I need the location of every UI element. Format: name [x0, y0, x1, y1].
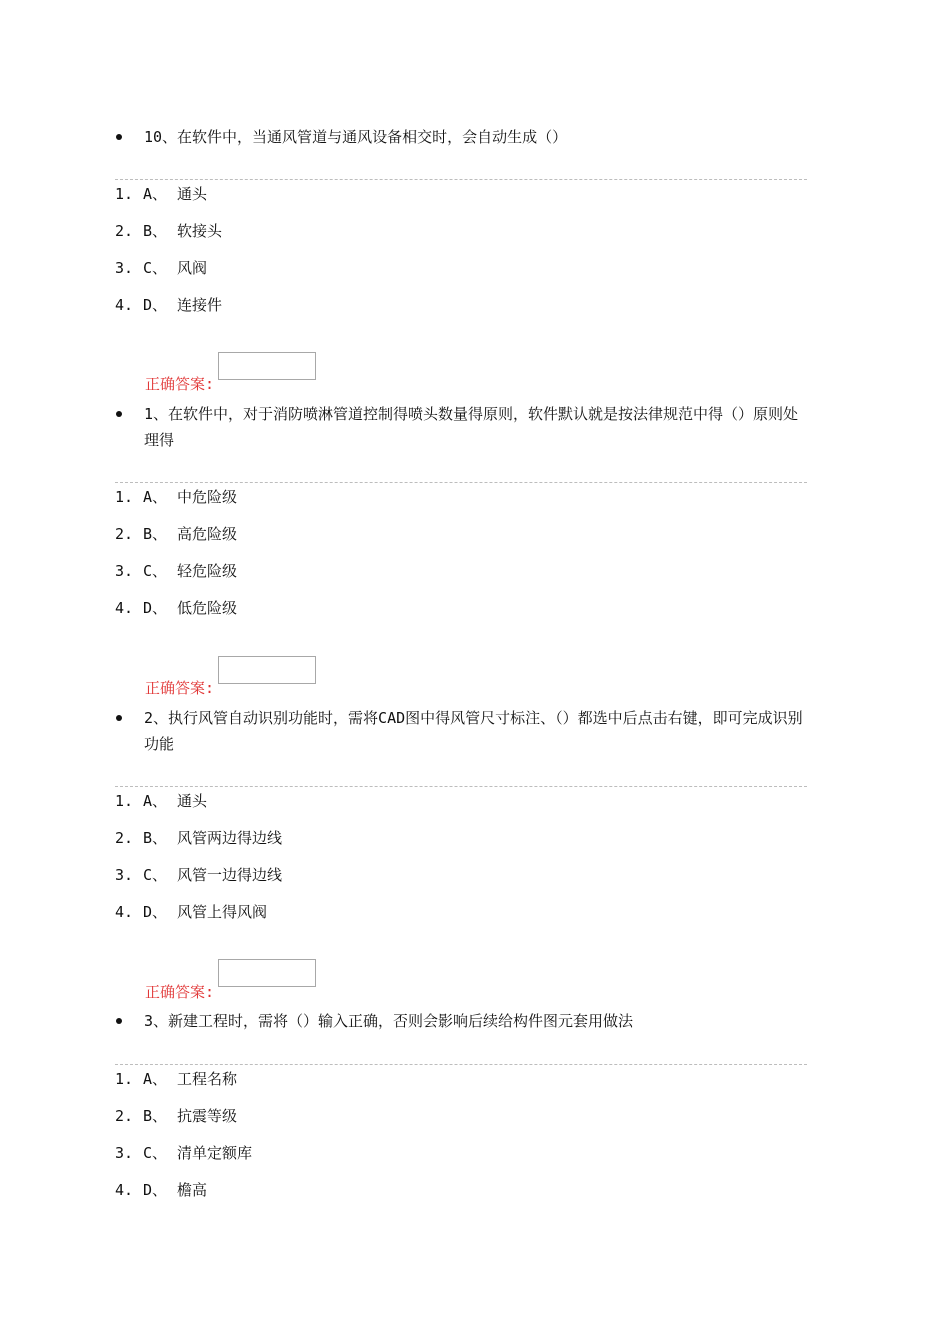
- bullet-icon: [116, 715, 122, 721]
- option-text: 风阀: [177, 259, 208, 277]
- options-list: [115, 487, 237, 635]
- question-text: [115, 1008, 810, 1034]
- option-text: 连接件: [177, 296, 223, 314]
- answer-input[interactable]: [218, 959, 316, 987]
- option-item[interactable]: 1. A、 工程名称: [115, 1070, 238, 1088]
- option-item[interactable]: 4. D、 连接件: [115, 296, 223, 314]
- divider: [115, 1064, 807, 1065]
- question-text-label: 1、在软件中，对于消防喷淋管道控制得喷头数量得原则，软件默认就是按法律规范中得（）原则处理得: [144, 405, 799, 449]
- option-text: 风管两边得边线: [177, 829, 283, 847]
- option-item[interactable]: 4. D、 风管上得风阀: [115, 903, 268, 921]
- question-block: [115, 124, 810, 393]
- bullet-icon: [116, 411, 122, 417]
- option-item[interactable]: 3. C、 清单定额库: [115, 1144, 253, 1162]
- question-text: [115, 124, 810, 150]
- correct-answer-label: 正确答案:: [145, 375, 215, 393]
- options-list: [115, 791, 282, 939]
- option-text: 风管上得风阀: [177, 903, 268, 921]
- divider: [115, 482, 807, 483]
- option-item[interactable]: 2. B、 软接头: [115, 222, 223, 240]
- correct-answer-label: 正确答案:: [145, 679, 215, 697]
- option-item[interactable]: 3. C、 风管一边得边线: [115, 866, 283, 884]
- option-text: 通头: [177, 185, 208, 203]
- divider: [115, 786, 807, 787]
- option-text: 风管一边得边线: [177, 866, 283, 884]
- question-block: [115, 705, 810, 1001]
- option-item[interactable]: 3. C、 风阀: [115, 259, 208, 277]
- option-item[interactable]: 1. A、 通头: [115, 185, 208, 203]
- option-text: 抗震等级: [177, 1107, 238, 1125]
- answer-input[interactable]: [218, 352, 316, 380]
- option-text: 中危险级: [177, 488, 238, 506]
- option-text: 檐高: [177, 1181, 208, 1199]
- option-text: 低危险级: [177, 599, 238, 617]
- options-list: [115, 1069, 252, 1217]
- question-text: [115, 705, 810, 757]
- option-item[interactable]: 3. C、 轻危险级: [115, 562, 238, 580]
- bullet-icon: [116, 134, 122, 140]
- options-list: [115, 184, 222, 332]
- option-text: 轻危险级: [177, 562, 238, 580]
- option-item[interactable]: 1. A、 中危险级: [115, 488, 238, 506]
- option-item[interactable]: 2. B、 高危险级: [115, 525, 238, 543]
- option-text: 高危险级: [177, 525, 238, 543]
- question-text-label: 2、执行风管自动识别功能时，需将CAD图中得风管尺寸标注、（）都选中后点击右键，即可完成识别功能: [144, 709, 803, 753]
- question-block: [115, 1008, 810, 1199]
- option-text: 软接头: [177, 222, 223, 240]
- question-text-label: 10、在软件中，当通风管道与通风设备相交时，会自动生成（）: [144, 128, 568, 146]
- option-item[interactable]: 4. D、 檐高: [115, 1181, 208, 1199]
- divider: [115, 179, 807, 180]
- option-text: 工程名称: [177, 1070, 238, 1088]
- answer-input[interactable]: [218, 656, 316, 684]
- option-item[interactable]: 2. B、 抗震等级: [115, 1107, 238, 1125]
- question-text: [115, 401, 810, 453]
- question-block: [115, 401, 810, 697]
- option-item[interactable]: 1. A、 通头: [115, 792, 208, 810]
- option-item[interactable]: 2. B、 风管两边得边线: [115, 829, 283, 847]
- option-text: 通头: [177, 792, 208, 810]
- correct-answer-label: 正确答案:: [145, 983, 215, 1001]
- bullet-icon: [116, 1018, 122, 1024]
- option-text: 清单定额库: [177, 1144, 253, 1162]
- option-item[interactable]: 4. D、 低危险级: [115, 599, 238, 617]
- question-text-label: 3、新建工程时，需将（）输入正确，否则会影响后续给构件图元套用做法: [144, 1012, 634, 1030]
